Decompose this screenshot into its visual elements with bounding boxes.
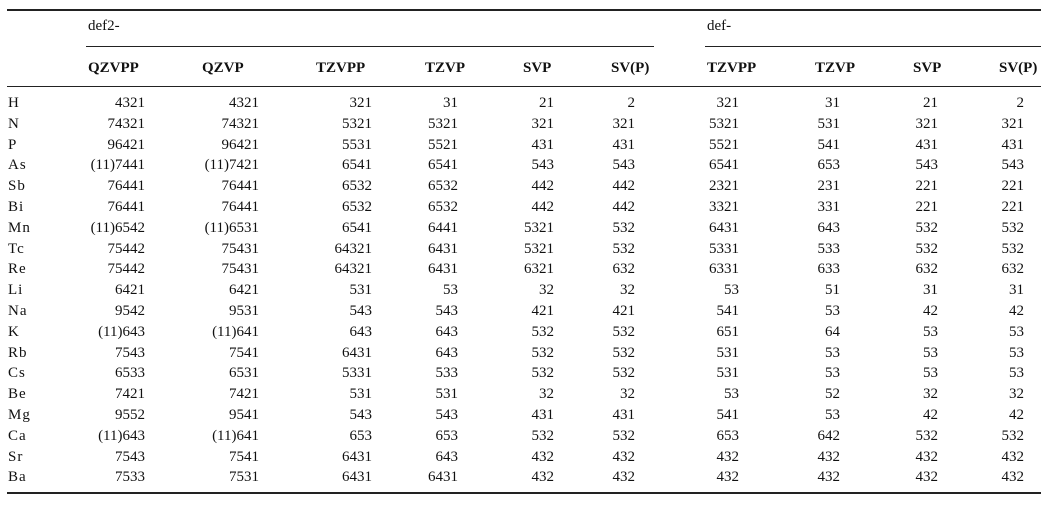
- column-header: QZVPP: [88, 60, 139, 76]
- element-symbol: Mg: [8, 406, 31, 423]
- element-symbol: Sb: [8, 178, 26, 195]
- table-cell: 31: [443, 95, 458, 111]
- column-header: TZVPP: [707, 60, 757, 76]
- table-cell: 6532: [428, 178, 458, 195]
- table-cell: 442: [612, 178, 635, 195]
- table-cell: 543: [1001, 157, 1024, 174]
- table-cell: 3321: [709, 198, 739, 215]
- table-cell: 543: [531, 157, 554, 174]
- table-cell: 432: [531, 469, 554, 486]
- table-cell: 632: [1001, 261, 1024, 278]
- table-top-rule: [7, 9, 1041, 11]
- table-cell: 6431: [428, 261, 458, 278]
- table-cell: 42: [1009, 302, 1024, 319]
- table-cell: 5321: [524, 240, 554, 257]
- table-cell: 53: [724, 282, 739, 299]
- table-cell: 642: [817, 427, 840, 444]
- element-symbol: Ba: [8, 469, 27, 486]
- element-symbol: P: [8, 136, 18, 153]
- table-cell: 6431: [428, 469, 458, 486]
- table-cell: 221: [915, 178, 938, 195]
- table-cell: 53: [724, 386, 739, 403]
- table-cell: 75431: [221, 261, 259, 278]
- table-cell: 643: [435, 344, 458, 361]
- table-cell: 532: [612, 323, 635, 340]
- table-cell: 653: [716, 427, 739, 444]
- table-cell: 32: [620, 386, 635, 403]
- table-cell: 64321: [334, 261, 372, 278]
- table-cell: 532: [612, 344, 635, 361]
- table-cell: 31: [1009, 282, 1024, 299]
- table-cell: 5321: [709, 115, 739, 132]
- table-cell: 6431: [342, 448, 372, 465]
- table-cell: 53: [443, 282, 458, 299]
- table-cell: 632: [915, 261, 938, 278]
- table-cell: (11)643: [98, 427, 145, 444]
- table-cell: 7421: [229, 386, 259, 403]
- table-cell: 442: [531, 178, 554, 195]
- table-cell: 431: [531, 136, 554, 153]
- table-cell: 64321: [334, 240, 372, 257]
- table-cell: 96421: [107, 136, 145, 153]
- table-cell: 96421: [221, 136, 259, 153]
- element-symbol: Bi: [8, 198, 25, 215]
- column-header: TZVPP: [316, 60, 366, 76]
- group-rule-def: [705, 46, 1041, 47]
- table-cell: 6531: [229, 365, 259, 382]
- table-cell: 7533: [115, 469, 145, 486]
- table-cell: 541: [716, 302, 739, 319]
- table-row: [0, 426, 1053, 447]
- table-cell: 532: [1001, 219, 1024, 236]
- table-cell: 532: [915, 427, 938, 444]
- table-body: [0, 93, 1053, 488]
- table-cell: 53: [825, 344, 840, 361]
- table-cell: 51: [825, 282, 840, 299]
- table-cell: 76441: [107, 198, 145, 215]
- table-cell: 31: [923, 282, 938, 299]
- table-cell: 543: [915, 157, 938, 174]
- table-cell: 7541: [229, 448, 259, 465]
- table-cell: 32: [539, 282, 554, 299]
- table-cell: 541: [817, 136, 840, 153]
- table-cell: 221: [915, 198, 938, 215]
- table-cell: 5531: [342, 136, 372, 153]
- table-cell: 531: [716, 344, 739, 361]
- table-cell: 9541: [229, 406, 259, 423]
- table-row: [0, 301, 1053, 322]
- table-cell: 2: [1016, 95, 1024, 111]
- table-cell: 532: [612, 427, 635, 444]
- table-row: [0, 114, 1053, 135]
- table-cell: 532: [1001, 240, 1024, 257]
- table-cell: 643: [817, 219, 840, 236]
- table-bottom-rule: [7, 492, 1041, 494]
- table-cell: 42: [923, 406, 938, 423]
- column-header: SVP: [523, 60, 552, 76]
- table-cell: 432: [612, 469, 635, 486]
- column-header: QZVP: [202, 60, 244, 76]
- column-header: TZVP: [815, 60, 856, 76]
- table-cell: 32: [923, 386, 938, 403]
- table-row: [0, 176, 1053, 197]
- table-cell: 432: [716, 469, 739, 486]
- column-header: TZVP: [425, 60, 466, 76]
- table-cell: 543: [435, 406, 458, 423]
- table-row: [0, 197, 1053, 218]
- table-cell: 6421: [115, 282, 145, 299]
- table-cell: 431: [612, 136, 635, 153]
- element-symbol: Re: [8, 261, 27, 278]
- table-cell: 7543: [115, 344, 145, 361]
- table-cell: 31: [825, 95, 840, 111]
- column-header: SV(P): [611, 60, 650, 76]
- table-cell: 643: [435, 448, 458, 465]
- table-cell: 653: [349, 427, 372, 444]
- table-cell: 643: [349, 323, 372, 340]
- table-cell: 5321: [428, 115, 458, 132]
- table-cell: 53: [825, 302, 840, 319]
- table-cell: 321: [349, 95, 372, 111]
- table-cell: 543: [349, 406, 372, 423]
- table-cell: 533: [817, 240, 840, 257]
- table-cell: 531: [349, 386, 372, 403]
- table-cell: 321: [716, 95, 739, 111]
- group-header-def: def-: [707, 18, 732, 34]
- table-cell: 531: [349, 282, 372, 299]
- table-cell: 7543: [115, 448, 145, 465]
- header-bottom-rule: [7, 86, 1041, 87]
- table-cell: (11)7421: [204, 157, 259, 174]
- table-cell: 541: [716, 406, 739, 423]
- table-cell: 6431: [342, 344, 372, 361]
- table-cell: 6421: [229, 282, 259, 299]
- group-rule-def2: [86, 46, 654, 47]
- table-cell: 633: [817, 261, 840, 278]
- table-cell: 76441: [221, 178, 259, 195]
- table-cell: 221: [1001, 198, 1024, 215]
- table-cell: 432: [531, 448, 554, 465]
- table-cell: 2: [627, 95, 635, 111]
- table-row: [0, 405, 1053, 426]
- table-row: [0, 280, 1053, 301]
- table-row: [0, 135, 1053, 156]
- table-cell: 7421: [115, 386, 145, 403]
- table-cell: 532: [531, 323, 554, 340]
- table-cell: 4321: [229, 95, 259, 111]
- table-cell: 532: [915, 240, 938, 257]
- table-cell: (11)641: [212, 427, 259, 444]
- table-cell: 53: [923, 323, 938, 340]
- table-cell: 6331: [709, 261, 739, 278]
- table-cell: 531: [716, 365, 739, 382]
- element-symbol: Tc: [8, 240, 25, 257]
- table-cell: 532: [612, 240, 635, 257]
- table-cell: 5321: [524, 219, 554, 236]
- table-cell: 53: [825, 365, 840, 382]
- element-symbol: N: [8, 115, 20, 132]
- table-cell: 9542: [115, 302, 145, 319]
- table-cell: 6541: [709, 157, 739, 174]
- table-cell: 75442: [107, 261, 145, 278]
- table-cell: 7531: [229, 469, 259, 486]
- table-cell: 9552: [115, 406, 145, 423]
- table-cell: 442: [531, 198, 554, 215]
- table-cell: (11)641: [212, 323, 259, 340]
- table-cell: 432: [817, 469, 840, 486]
- table-cell: 6533: [115, 365, 145, 382]
- table-cell: 5521: [428, 136, 458, 153]
- table-cell: 543: [435, 302, 458, 319]
- table-cell: 543: [349, 302, 372, 319]
- table-cell: 431: [612, 406, 635, 423]
- element-symbol: K: [8, 323, 20, 340]
- table-cell: 21: [923, 95, 938, 111]
- table-cell: 76441: [107, 178, 145, 195]
- table-cell: 532: [612, 365, 635, 382]
- table-cell: 532: [1001, 427, 1024, 444]
- table-cell: 6321: [524, 261, 554, 278]
- table-cell: 53: [1009, 344, 1024, 361]
- element-symbol: Cs: [8, 365, 26, 382]
- table-cell: 531: [435, 386, 458, 403]
- table-cell: 2321: [709, 178, 739, 195]
- table-row: [0, 384, 1053, 405]
- table-cell: 75431: [221, 240, 259, 257]
- table-row: [0, 322, 1053, 343]
- table-cell: 53: [1009, 323, 1024, 340]
- table-cell: 421: [612, 302, 635, 319]
- table-cell: 432: [817, 448, 840, 465]
- table-cell: 321: [1001, 115, 1024, 132]
- table-cell: 4321: [115, 95, 145, 111]
- table-cell: 651: [716, 323, 739, 340]
- group-header-def2: def2-: [88, 18, 120, 34]
- table-cell: 32: [1009, 386, 1024, 403]
- table-cell: 6541: [342, 219, 372, 236]
- table-cell: 532: [612, 219, 635, 236]
- table-cell: 442: [612, 198, 635, 215]
- table-cell: 6431: [428, 240, 458, 257]
- table-row: [0, 218, 1053, 239]
- table-cell: 6532: [428, 198, 458, 215]
- table-row: [0, 363, 1053, 384]
- table-cell: 532: [531, 344, 554, 361]
- table-cell: 432: [915, 469, 938, 486]
- table-cell: 52: [825, 386, 840, 403]
- table-cell: 321: [531, 115, 554, 132]
- table-cell: 432: [1001, 469, 1024, 486]
- table-row: [0, 93, 1053, 114]
- table-cell: 432: [612, 448, 635, 465]
- table-row: [0, 447, 1053, 468]
- table-cell: 321: [612, 115, 635, 132]
- table-cell: 6441: [428, 219, 458, 236]
- table-row: [0, 239, 1053, 260]
- table-cell: 5331: [342, 365, 372, 382]
- table-cell: 32: [620, 282, 635, 299]
- table-cell: 331: [817, 198, 840, 215]
- table-cell: (11)6531: [204, 219, 259, 236]
- table-cell: 321: [915, 115, 938, 132]
- element-symbol: Rb: [8, 344, 28, 361]
- element-symbol: Be: [8, 386, 27, 403]
- table-row: [0, 259, 1053, 280]
- element-symbol: Mn: [8, 219, 31, 236]
- table-cell: 21: [539, 95, 554, 111]
- element-symbol: Ca: [8, 427, 27, 444]
- table-cell: 42: [1009, 406, 1024, 423]
- table-cell: 53: [923, 344, 938, 361]
- table-cell: 6532: [342, 178, 372, 195]
- table-cell: 32: [539, 386, 554, 403]
- table-cell: 6431: [709, 219, 739, 236]
- table-cell: 543: [612, 157, 635, 174]
- table-cell: 431: [1001, 136, 1024, 153]
- table-cell: 53: [825, 406, 840, 423]
- column-header: SVP: [913, 60, 942, 76]
- element-symbol: As: [8, 157, 27, 174]
- table-cell: (11)7441: [90, 157, 145, 174]
- table-cell: 6532: [342, 198, 372, 215]
- table-row: [0, 343, 1053, 364]
- table-cell: 231: [817, 178, 840, 195]
- table-cell: 432: [915, 448, 938, 465]
- element-symbol: Sr: [8, 448, 24, 465]
- table-row: [0, 467, 1053, 488]
- element-symbol: Na: [8, 302, 28, 319]
- table-cell: 421: [531, 302, 554, 319]
- table-cell: 643: [435, 323, 458, 340]
- table-cell: 75442: [107, 240, 145, 257]
- element-symbol: Li: [8, 282, 24, 299]
- table-cell: 7541: [229, 344, 259, 361]
- element-symbol: H: [8, 95, 20, 111]
- table-cell: 653: [435, 427, 458, 444]
- table-cell: 5331: [709, 240, 739, 257]
- table-cell: 74321: [107, 115, 145, 132]
- table-cell: (11)6542: [90, 219, 145, 236]
- table-cell: 532: [915, 219, 938, 236]
- table-cell: 9531: [229, 302, 259, 319]
- table-cell: 6541: [428, 157, 458, 174]
- table-cell: 74321: [221, 115, 259, 132]
- table-cell: (11)643: [98, 323, 145, 340]
- table-cell: 221: [1001, 178, 1024, 195]
- table-cell: 532: [531, 365, 554, 382]
- table-cell: 5321: [342, 115, 372, 132]
- table-cell: 5521: [709, 136, 739, 153]
- table-cell: 64: [825, 323, 840, 340]
- table-cell: 653: [817, 157, 840, 174]
- table-row: [0, 155, 1053, 176]
- table-cell: 6541: [342, 157, 372, 174]
- table-cell: 533: [435, 365, 458, 382]
- column-header: SV(P): [999, 60, 1038, 76]
- table-cell: 42: [923, 302, 938, 319]
- table-cell: 532: [531, 427, 554, 444]
- table-cell: 531: [817, 115, 840, 132]
- table-cell: 76441: [221, 198, 259, 215]
- table-cell: 432: [1001, 448, 1024, 465]
- table-cell: 53: [1009, 365, 1024, 382]
- table-cell: 6431: [342, 469, 372, 486]
- table-cell: 632: [612, 261, 635, 278]
- table-cell: 431: [531, 406, 554, 423]
- table-cell: 431: [915, 136, 938, 153]
- table-cell: 432: [716, 448, 739, 465]
- table-cell: 53: [923, 365, 938, 382]
